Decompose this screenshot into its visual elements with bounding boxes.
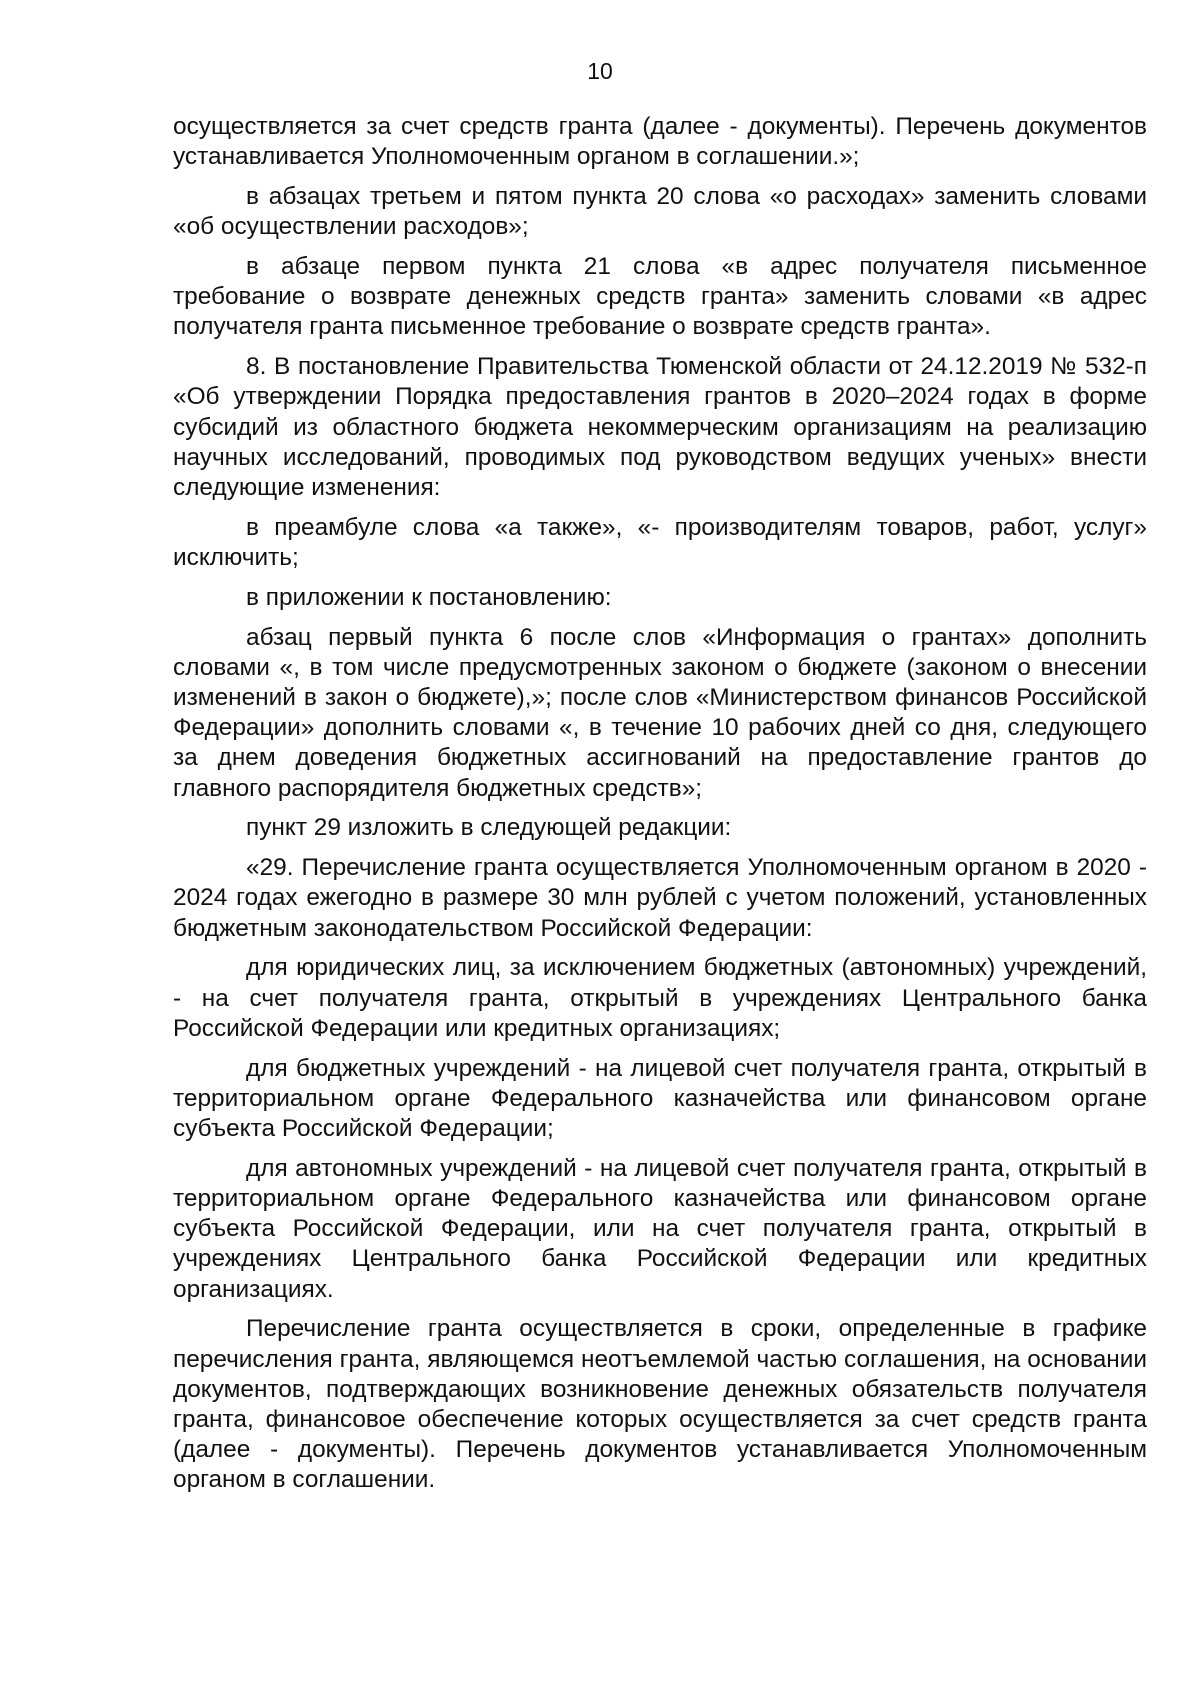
paragraph: в абзаце первом пункта 21 слова «в адрес получателя письменное требование о возврате денежных средств гранта» заменить словами «в адрес получателя гранта письменное требование о возврате средств гранта». — [173, 253, 1147, 341]
paragraph: для юридических лиц, за исключением бюджетных (автономных) учреждений, - на счет получателя гранта, открытый в учреждениях Центрального банка Российской Федерации или кредитных организациях; — [173, 954, 1147, 1042]
paragraph: в абзацах третьем и пятом пункта 20 слова «о расходах» заменить словами «об осуществлении расходов»; — [173, 183, 1147, 241]
paragraph: Перечисление гранта осуществляется в сроки, определенные в графике перечисления гранта, являющемся неотъемлемой частью соглашения, на основании документов, подтверждающих возникновение денежных обязательств получателя гранта, финансовое обеспечение которых осуществляется за счет средств гранта (далее - документы). Перечень документов устанавливается Уполномоченным органом в соглашении. — [173, 1315, 1147, 1494]
paragraph: в приложении к постановлению: — [246, 583, 612, 611]
paragraph: пункт 29 изложить в следующей редакции: — [246, 814, 732, 842]
page-number: 10 — [587, 58, 613, 84]
paragraph: «29. Перечисление гранта осуществляется Уполномоченным органом в 2020 - 2024 годах ежегодно в размере 30 млн рублей с учетом положений, установленных бюджетным законодательством Российской Федерации: — [173, 854, 1147, 942]
paragraph: для автономных учреждений - на лицевой счет получателя гранта, открытый в территориальном органе Федерального казначейства или финансовом органе субъекта Российской Федерации, или на счет получателя гранта, открытый в учреждениях Центрального банка Российской Федерации или кредитных организациях. — [173, 1154, 1147, 1303]
paragraph: для бюджетных учреждений - на лицевой счет получателя гранта, открытый в территориальном органе Федерального казначейства или финансовом органе субъекта Российской Федерации; — [173, 1054, 1147, 1143]
paragraph: в преамбуле слова «а также», «- производителям товаров, работ, услуг» исключить; — [173, 513, 1147, 572]
paragraph: 8. В постановление Правительства Тюменской области от 24.12.2019 № 532-п «Об утверждении Порядка предоставления грантов в 2020–2024 годах в форме субсидий из областного бюджета некоммерческим организациям на реализацию научных исследований, проводимых под руководством ведущих ученых» внести следующие изменения: — [173, 353, 1147, 502]
paragraph: абзац первый пункта 6 после слов «Информация о грантах» дополнить словами «, в том числе предусмотренных законом о бюджете (законом о внесении изменений в закон о бюджете),»; после слов «Министерством финансов Российской Федерации» дополнить словами «, в течение 10 рабочих дней со дня, следующего за днем доведения бюджетных ассигнований на предоставление грантов до главного распорядителя бюджетных средств»; — [173, 623, 1147, 802]
paragraph: осуществляется за счет средств гранта (далее - документы). Перечень документов устанавливается Уполномоченным органом в соглашении.»; — [173, 113, 1147, 171]
document-body — [173, 112, 1147, 1505]
